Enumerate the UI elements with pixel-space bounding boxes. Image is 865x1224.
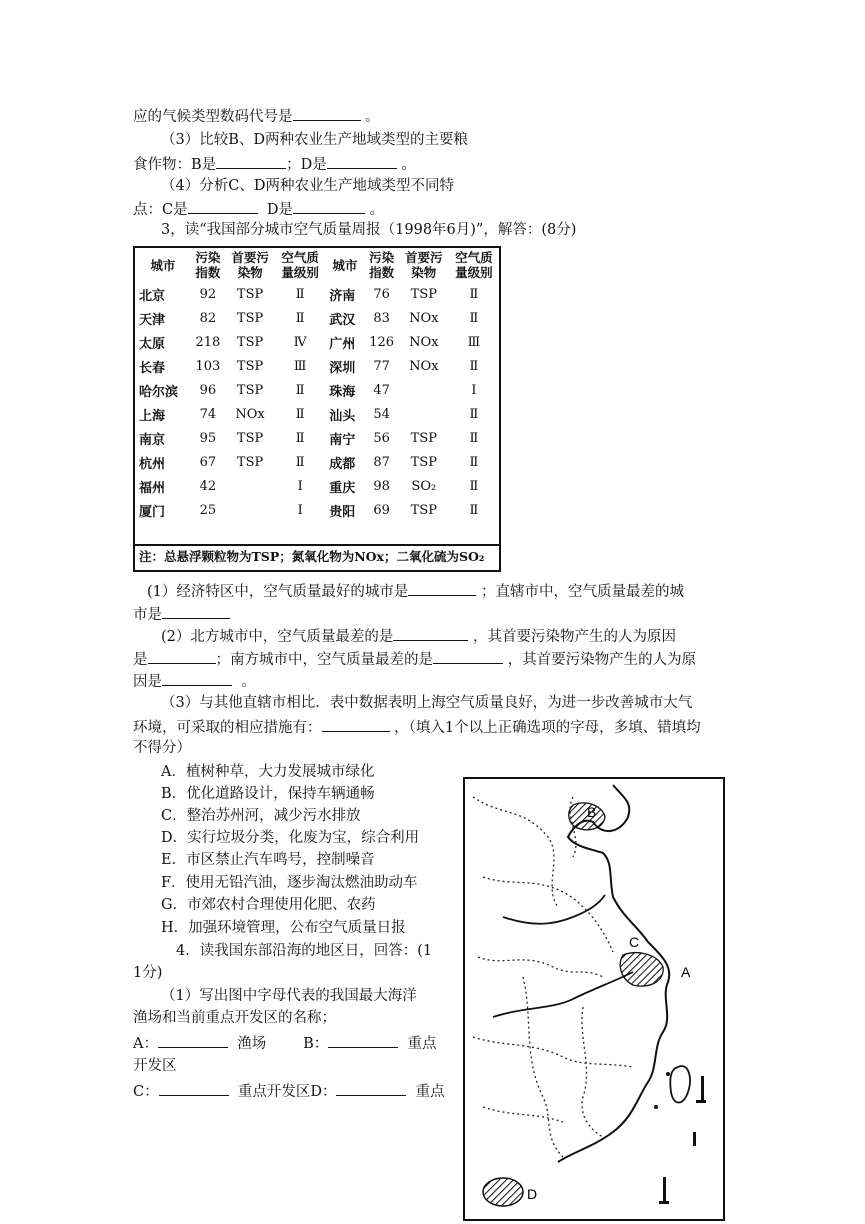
- table-cell: Ⅲ: [467, 334, 481, 350]
- table-cell: Ⅳ: [293, 334, 307, 350]
- answer-blank[interactable]: [393, 625, 468, 641]
- text-line: （3）与其他直辖市相比．表中数据表明上海空气质量良好，为进一步改善城市大气: [161, 695, 693, 711]
- table-cell: Ⅱ: [295, 382, 305, 398]
- table-cell: 82: [199, 310, 217, 326]
- option-h: H．加强环境管理，公布空气质量日报: [161, 920, 406, 936]
- table-cell: 贵阳: [329, 504, 356, 520]
- table-cell: NOx: [235, 406, 265, 422]
- table-cell: 济南: [329, 288, 356, 304]
- table-cell: NOx: [409, 310, 439, 326]
- text-line: [133, 603, 230, 625]
- line-text: 是: [133, 652, 148, 668]
- text-line: [133, 716, 701, 738]
- table-cell: Ⅱ: [469, 454, 479, 470]
- table-header-cell: 空气质 量级别: [281, 250, 319, 280]
- table-cell: 北京: [139, 288, 166, 304]
- table-cell: 92: [199, 286, 217, 302]
- table-cell: TSP: [410, 430, 437, 446]
- table-cell: 哈尔滨: [139, 384, 179, 400]
- table-cell: 96: [199, 382, 217, 398]
- table-row: [135, 450, 499, 474]
- line-text: ，其首要污染物产生的人为原因: [473, 629, 676, 645]
- text-line: 不得分）: [133, 740, 191, 756]
- text-line: [133, 648, 696, 670]
- answer-blank[interactable]: [433, 648, 503, 664]
- line-text: D是: [266, 202, 293, 218]
- answer-blank[interactable]: [322, 716, 390, 732]
- text-line: [133, 105, 380, 127]
- table-cell: 南京: [139, 432, 166, 448]
- table-header-cell: 空气质 量级别: [455, 250, 493, 280]
- line-text: ；直辖市中，空气质量最差的城: [481, 584, 684, 600]
- table-row: [135, 354, 499, 378]
- text-line: [161, 625, 676, 647]
- option-g: G．市郊农村合理使用化肥、农药: [161, 897, 376, 913]
- table-header-cell: 污染 指数: [369, 250, 395, 280]
- table-cell: 成都: [329, 456, 356, 472]
- text-line: [133, 153, 416, 175]
- option-b: B．优化道路设计，保持车辆通畅: [161, 786, 375, 802]
- table-cell: 98: [373, 478, 390, 494]
- table-cell: TSP: [410, 502, 437, 518]
- table-cell: 珠海: [329, 384, 356, 400]
- line-text: ，其首要污染物产生的人为原: [507, 652, 697, 668]
- table-cell: TSP: [236, 310, 264, 326]
- map-label-c: C: [629, 934, 640, 950]
- table-cell: 67: [199, 454, 217, 470]
- line-text: (2）北方城市中，空气质量最差的是: [161, 629, 394, 645]
- table-header-cell: 首要污 染物: [405, 250, 443, 280]
- table-cell: Ⅱ: [295, 310, 305, 326]
- text-line: 开发区: [133, 1058, 177, 1074]
- table-cell: NOx: [409, 358, 439, 374]
- table-cell: Ⅰ: [297, 478, 303, 494]
- table-cell: SO₂: [411, 478, 437, 494]
- table-cell: 上海: [139, 408, 166, 424]
- table-note: 注：总悬浮颗粒物为TSP；氮氧化物为NOx；二氧化硫为SO₂: [135, 544, 499, 570]
- answer-blank[interactable]: [293, 105, 361, 121]
- table-cell: 南宁: [329, 432, 356, 448]
- line-text: ；南方城市中，空气质量最差的是: [215, 652, 433, 668]
- table-header-row: [135, 248, 499, 282]
- table-cell: TSP: [410, 286, 437, 302]
- table-body: [135, 282, 499, 522]
- table-row: [135, 426, 499, 450]
- answer-blank[interactable]: [188, 198, 258, 214]
- air-quality-table: [133, 246, 501, 572]
- table-row: [135, 378, 499, 402]
- table-cell: TSP: [236, 286, 264, 302]
- map-frame: [464, 778, 724, 1220]
- line-text: 因是: [133, 674, 162, 690]
- east-coast-map: [463, 777, 725, 1221]
- table-row: [135, 402, 499, 426]
- line-text: A：: [133, 1036, 158, 1052]
- table-cell: 54: [373, 406, 390, 422]
- line-text: 。: [365, 109, 380, 125]
- line-text: 渔场: [237, 1036, 267, 1052]
- table-cell: [225, 498, 275, 522]
- table-cell: TSP: [410, 454, 437, 470]
- text-line: [147, 580, 684, 602]
- line-text: B：: [303, 1036, 329, 1052]
- table-row: [135, 306, 499, 330]
- question-4-title: 4．读我国东部沿海的地区日，回答：(1: [176, 943, 433, 959]
- table-cell: TSP: [236, 382, 264, 398]
- region-d-hatch: [483, 1178, 523, 1206]
- option-d: D．实行垃圾分类，化废为宝，综合利用: [161, 830, 420, 846]
- table-cell: 杭州: [139, 456, 166, 472]
- answer-blank[interactable]: [408, 580, 476, 596]
- text-line: [133, 198, 384, 220]
- answer-blank[interactable]: [336, 1080, 406, 1096]
- table-cell: 83: [373, 310, 390, 326]
- line-text: 重点开发区D：: [237, 1084, 337, 1100]
- line-text: C：: [133, 1084, 159, 1100]
- table-cell: 福州: [139, 480, 166, 496]
- table-header-cell: 污染 指数: [195, 250, 221, 280]
- text-line: （3）比较B、D两种农业生产地域类型的主要粮: [161, 132, 469, 148]
- table-cell: Ⅱ: [469, 430, 479, 446]
- table-header-cell: 城市: [332, 257, 358, 273]
- table-cell: 厦门: [139, 504, 166, 520]
- line-text: 重点: [407, 1036, 437, 1052]
- table-cell: Ⅱ: [295, 286, 305, 302]
- answer-blank[interactable]: [159, 1080, 229, 1096]
- answer-blank[interactable]: [162, 603, 230, 619]
- table-cell: 深圳: [329, 360, 356, 376]
- table-cell: 47: [373, 382, 390, 398]
- table-row: [135, 474, 499, 498]
- line-text: ；D是: [286, 157, 327, 173]
- table-cell: 长春: [139, 360, 166, 376]
- table-header-cell: 首要污 染物: [231, 250, 269, 280]
- option-e: E．市区禁止汽车鸣号，控制噪音: [161, 852, 375, 868]
- line-text: 食作物：B是: [133, 157, 217, 173]
- table-cell: 95: [199, 430, 217, 446]
- text-line: 渔场和当前重点开发区的名称；: [133, 1010, 336, 1026]
- table-cell: 太原: [139, 336, 166, 352]
- table-cell: [225, 474, 275, 498]
- table-cell: 56: [373, 430, 390, 446]
- table-cell: 69: [373, 502, 390, 518]
- text-line: 1分): [133, 965, 163, 981]
- map-label-b: B: [587, 804, 597, 820]
- map-label-a: A: [681, 964, 691, 980]
- table-cell: Ⅱ: [469, 310, 479, 326]
- table-cell: 42: [199, 478, 217, 494]
- option-c: C．整治苏州河，减少污水排放: [161, 808, 361, 824]
- answer-blank[interactable]: [148, 648, 216, 664]
- option-a: A．植树种草，大力发展城市绿化: [161, 764, 375, 780]
- line-text: 市是: [133, 607, 162, 623]
- table-cell: 87: [373, 454, 390, 470]
- answer-blank[interactable]: [328, 1032, 398, 1048]
- answer-blank[interactable]: [293, 198, 365, 214]
- line-text: 应的气候类型数码代号是: [133, 109, 293, 125]
- map-label-d: D: [527, 1186, 538, 1202]
- table-cell: 74: [199, 406, 217, 422]
- table-header-cell: 城市: [150, 257, 176, 273]
- table-cell: Ⅱ: [469, 478, 479, 494]
- answer-blank[interactable]: [327, 153, 397, 169]
- table-cell: TSP: [236, 454, 264, 470]
- table-cell: Ⅲ: [293, 358, 307, 374]
- table-cell: 103: [195, 358, 221, 374]
- table-cell: 广州: [329, 336, 356, 352]
- table-cell: 126: [369, 334, 395, 350]
- line-text: 。: [369, 202, 385, 218]
- line-text: 环境，可采取的相应措施有：: [133, 720, 322, 736]
- line-text: 重点: [415, 1084, 445, 1100]
- text-line: [133, 670, 256, 692]
- table-cell: 天津: [139, 312, 166, 328]
- line-text: 点：C是: [133, 202, 188, 218]
- table-cell: TSP: [236, 358, 264, 374]
- table-cell: Ⅰ: [471, 382, 477, 398]
- line-text: (1）经济特区中，空气质量最好的城市是: [147, 584, 409, 600]
- table-cell: TSP: [236, 334, 264, 350]
- table-row: [135, 498, 499, 522]
- table-cell: 76: [373, 286, 390, 302]
- table-row: [135, 282, 499, 306]
- table-cell: Ⅱ: [469, 502, 479, 518]
- text-line: [133, 1032, 436, 1054]
- line-text: ，（填入1个以上正确选项的字母，多填、错填均: [394, 720, 701, 736]
- answer-blank[interactable]: [162, 670, 232, 686]
- table-cell: 77: [373, 358, 390, 374]
- table-cell: Ⅱ: [469, 406, 479, 422]
- table-cell: 25: [199, 502, 217, 518]
- table-cell: Ⅱ: [295, 454, 305, 470]
- table-cell: Ⅱ: [469, 358, 479, 374]
- option-f: F．使用无铅汽油，逐步淘汰燃油助动车: [161, 875, 418, 891]
- table-cell: 重庆: [329, 480, 356, 496]
- table-row: [135, 330, 499, 354]
- table-cell: Ⅰ: [297, 502, 303, 518]
- table-cell: 汕头: [329, 408, 356, 424]
- text-line: （4）分析C、D两种农业生产地域类型不同特: [161, 178, 454, 194]
- table-cell: 武汉: [329, 312, 356, 328]
- text-line: （1）写出图中字母代表的我国最大海洋: [161, 988, 417, 1004]
- table-cell: Ⅱ: [295, 430, 305, 446]
- question-3-title: 3，读“我国部分城市空气质量周报（1998年6月)”，解答：(8分): [161, 222, 577, 238]
- table-cell: 218: [195, 334, 221, 350]
- table-cell: TSP: [236, 430, 264, 446]
- line-text: 。: [401, 157, 416, 173]
- table-cell: NOx: [409, 334, 439, 350]
- table-cell: Ⅱ: [469, 286, 479, 302]
- table-cell: [399, 402, 449, 426]
- table-cell: [399, 378, 449, 402]
- answer-blank[interactable]: [158, 1032, 228, 1048]
- answer-blank[interactable]: [216, 153, 286, 169]
- text-line: [133, 1080, 445, 1102]
- line-text: 。: [241, 674, 256, 690]
- table-cell: Ⅱ: [295, 406, 305, 422]
